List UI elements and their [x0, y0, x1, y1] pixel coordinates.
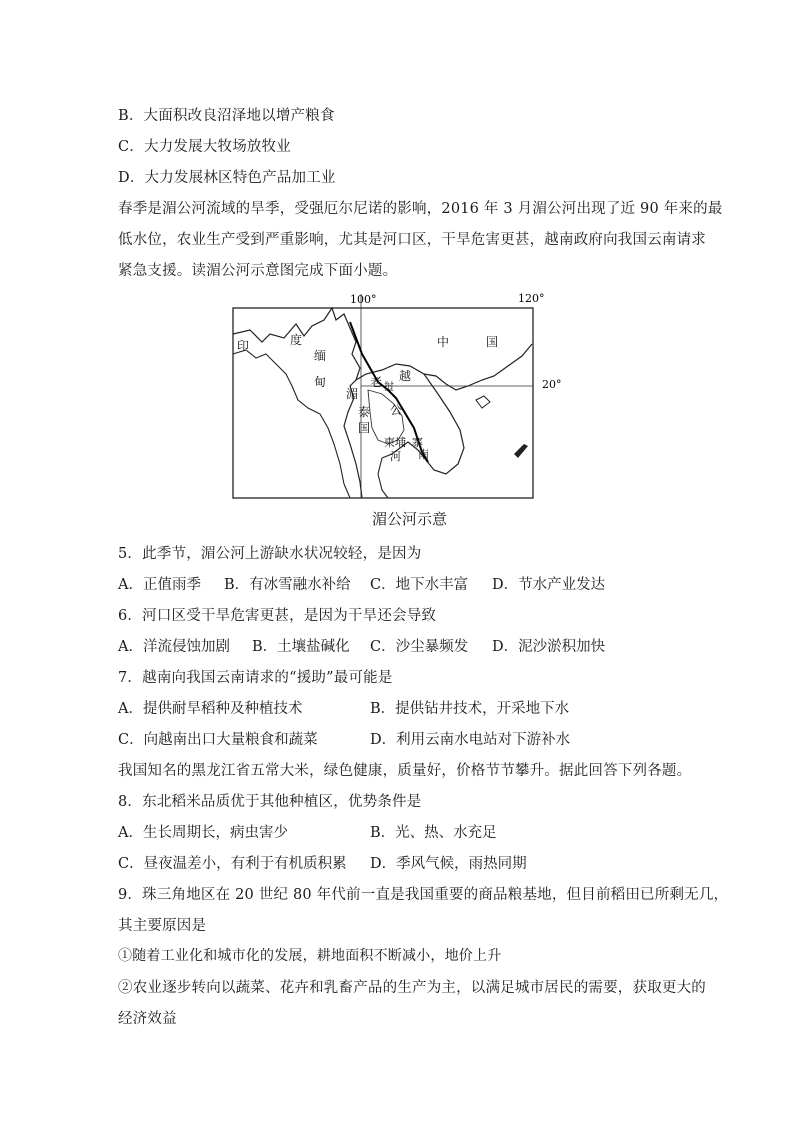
q8-stem: 8．东北稻米品质优于其他种植区，优势条件是: [118, 794, 422, 810]
passage-line: 低水位，农业生产受到严重影响，尤其是河口区，干旱危害更甚，越南政府向我国云南请求: [118, 232, 706, 248]
q5-option-d: D．节水产业发达: [492, 577, 606, 593]
label-nan: 南: [418, 448, 429, 461]
q6-option-c: C．沙尘暴频发: [370, 639, 469, 655]
label-du: 度: [290, 333, 303, 347]
label-yin: 印: [237, 339, 250, 353]
q9-item-2: ②农业逐步转向以蔬菜、花卉和乳畜产品的生产为主，以满足城市居民的需要，获取更大的: [118, 980, 706, 996]
q7-stem: 7．越南向我国云南请求的“援助”最可能是: [118, 670, 393, 686]
passage-line: 春季是湄公河流域的旱季，受强厄尔尼诺的影响，2016 年 3 月湄公河出现了近 90 年来的最: [118, 201, 723, 217]
q6-option-d: D．泥沙淤积加快: [492, 639, 606, 655]
label-mei: 湄: [346, 387, 359, 401]
label-zhong: 中: [437, 335, 450, 349]
label-he: 河: [390, 450, 401, 463]
label-jianpu: 柬埔: [384, 436, 406, 449]
q6-option-b: B．土壤盐碱化: [252, 639, 350, 655]
label-dian: 甸: [314, 375, 327, 389]
passage-line: 紧急支援。读湄公河示意图完成下面小题。: [118, 263, 398, 279]
label-guo2: 国: [358, 421, 371, 435]
passage2: 我国知名的黑龙江省五常大米，绿色健康，质量好，价格节节攀升。据此回答下列各题。: [118, 763, 692, 779]
label-guo: 国: [486, 335, 499, 349]
option-b-prev: B．大面积改良沼泽地以增产粮食: [118, 108, 335, 124]
q8-option-b: B．光、热、水充足: [370, 825, 497, 841]
q8-option-d: D．季风气候，雨热同期: [370, 856, 527, 872]
q7-option-b: B．提供钻井技术，开采地下水: [370, 701, 570, 717]
label-lao: 老: [370, 375, 383, 389]
q5-stem: 5．此季节，湄公河上游缺水状况较轻，是因为: [118, 546, 422, 562]
lat-20-label: 20°: [542, 378, 562, 391]
q7-option-a: A．提供耐旱稻种及种植技术: [118, 701, 303, 717]
option-c-prev: C．大力发展大牧场放牧业: [118, 139, 291, 155]
label-gong: 公: [390, 403, 403, 417]
lon-100-label: 100°: [350, 293, 377, 306]
q9-stem-line: 9．珠三角地区在 20 世纪 80 年代前一直是我国重要的商品粮基地，但目前稻田已所剩无几，: [118, 887, 729, 903]
label-tai: 泰: [358, 405, 371, 419]
q5-option-b: B．有冰雪融水补给: [224, 577, 351, 593]
mekong-map: [232, 292, 562, 500]
q8-option-c: C．昼夜温差小，有利于有机质积累: [118, 856, 347, 872]
q5-option-c: C．地下水丰富: [370, 577, 469, 593]
q9-stem-line: 其主要原因是: [118, 918, 207, 934]
option-d-prev: D．大力发展林区特色产品加工业: [118, 170, 336, 186]
q8-option-a: A．生长周期长，病虫害少: [118, 825, 288, 841]
q6-option-a: A．洋流侵蚀加剧: [118, 639, 230, 655]
q9-item-2-cont: 经济效益: [118, 1011, 177, 1027]
q7-option-d: D．利用云南水电站对下游补水: [370, 732, 571, 748]
label-yue: 越: [399, 369, 412, 383]
q7-option-c: C．向越南出口大量粮食和蔬菜: [118, 732, 318, 748]
lon-120-label: 120°: [518, 292, 545, 305]
label-wo: 挝: [384, 382, 394, 393]
q5-option-a: A．正值雨季: [118, 577, 201, 593]
map-caption: 湄公河示意: [372, 510, 448, 528]
q6-stem: 6．河口区受干旱危害更甚，是因为干旱还会导致: [118, 608, 437, 624]
q9-item-1: ①随着工业化和城市化的发展，耕地面积不断减小，地价上升: [118, 948, 502, 964]
label-mian: 缅: [314, 349, 327, 363]
label-zhai: 寨: [412, 436, 423, 449]
